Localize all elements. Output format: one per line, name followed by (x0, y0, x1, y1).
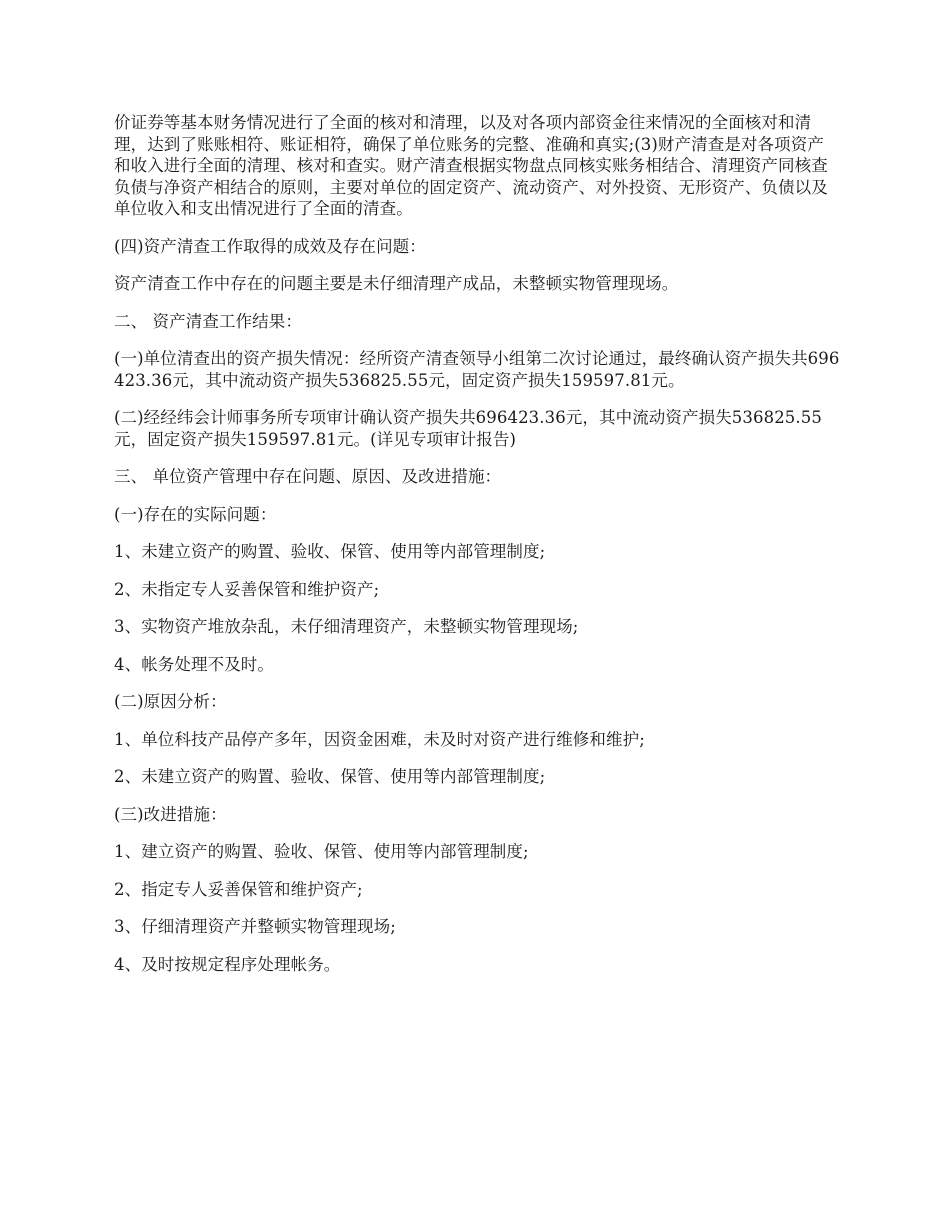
list-item: 3、仔细清理资产并整顿实物管理现场; (114, 917, 396, 936)
heading-achievements-issues: (四)资产清查工作取得的成效及存在问题： (114, 236, 426, 256)
list-item: 3、实物资产堆放杂乱，未仔细清理资产，未整顿实物管理现场; (114, 617, 579, 636)
heading-section-two: 二、 资产清查工作结果： (114, 311, 302, 331)
list-item: 1、建立资产的购置、验收、保管、使用等内部管理制度; (114, 842, 529, 861)
list-item: 1、单位科技产品停产多年，因资金困难，未及时对资产进行维修和维护; (114, 729, 645, 749)
paragraph-loss-audit: (二)经经纬会计师事务所专项审计确认资产损失共696423.36元，其中流动资产损失536825.55元，固定资产损失159597.81元。(详见专项审计报告) (114, 408, 822, 449)
list-item: 2、未指定专人妥善保管和维护资产; (114, 579, 380, 599)
heading-cause-analysis: (二)原因分析： (114, 692, 227, 711)
list-item: 4、帐务处理不及时。 (114, 654, 274, 674)
document-body (114, 112, 840, 991)
heading-section-three: 三、 单位资产管理中存在问题、原因、及改进措施： (114, 467, 502, 486)
list-item: 1、未建立资产的购置、验收、保管、使用等内部管理制度; (114, 542, 546, 561)
list-item: 4、及时按规定程序处理帐务。 (114, 954, 341, 974)
paragraph-intro: 价证券等基本财务情况进行了全面的核对和清理，以及对各项内部资金往来情况的全面核对和清理，达到了账账相符、账证相符，确保了单位账务的完整、准确和真实;(3)财产清查是对各项资产和收入进行全面的清理、核对和查实。财产清查根据实物盘点同核实账务相结合、清理资产同核查负债与净资产相结合的原则，主要对单位的固定资产、流动资产、对外投资、无形资产、负债以及单位收入和支出情况进行了全面的清查。 (114, 113, 828, 218)
paragraph-issues: 资产清查工作中存在的问题主要是未仔细清理产成品，未整顿实物管理现场。 (114, 274, 679, 293)
paragraph-loss-internal: (一)单位清查出的资产损失情况：经所资产清查领导小组第二次讨论通过，最终确认资产损失共696423.36元，其中流动资产损失536825.55元，固定资产损失159597.81元。 (114, 349, 840, 390)
heading-actual-problems: (一)存在的实际问题： (114, 504, 277, 524)
list-item: 2、未建立资产的购置、验收、保管、使用等内部管理制度; (114, 767, 546, 786)
list-item: 2、指定专人妥善保管和维护资产; (114, 879, 363, 899)
heading-improvement-measures: (三)改进措施： (114, 804, 227, 824)
